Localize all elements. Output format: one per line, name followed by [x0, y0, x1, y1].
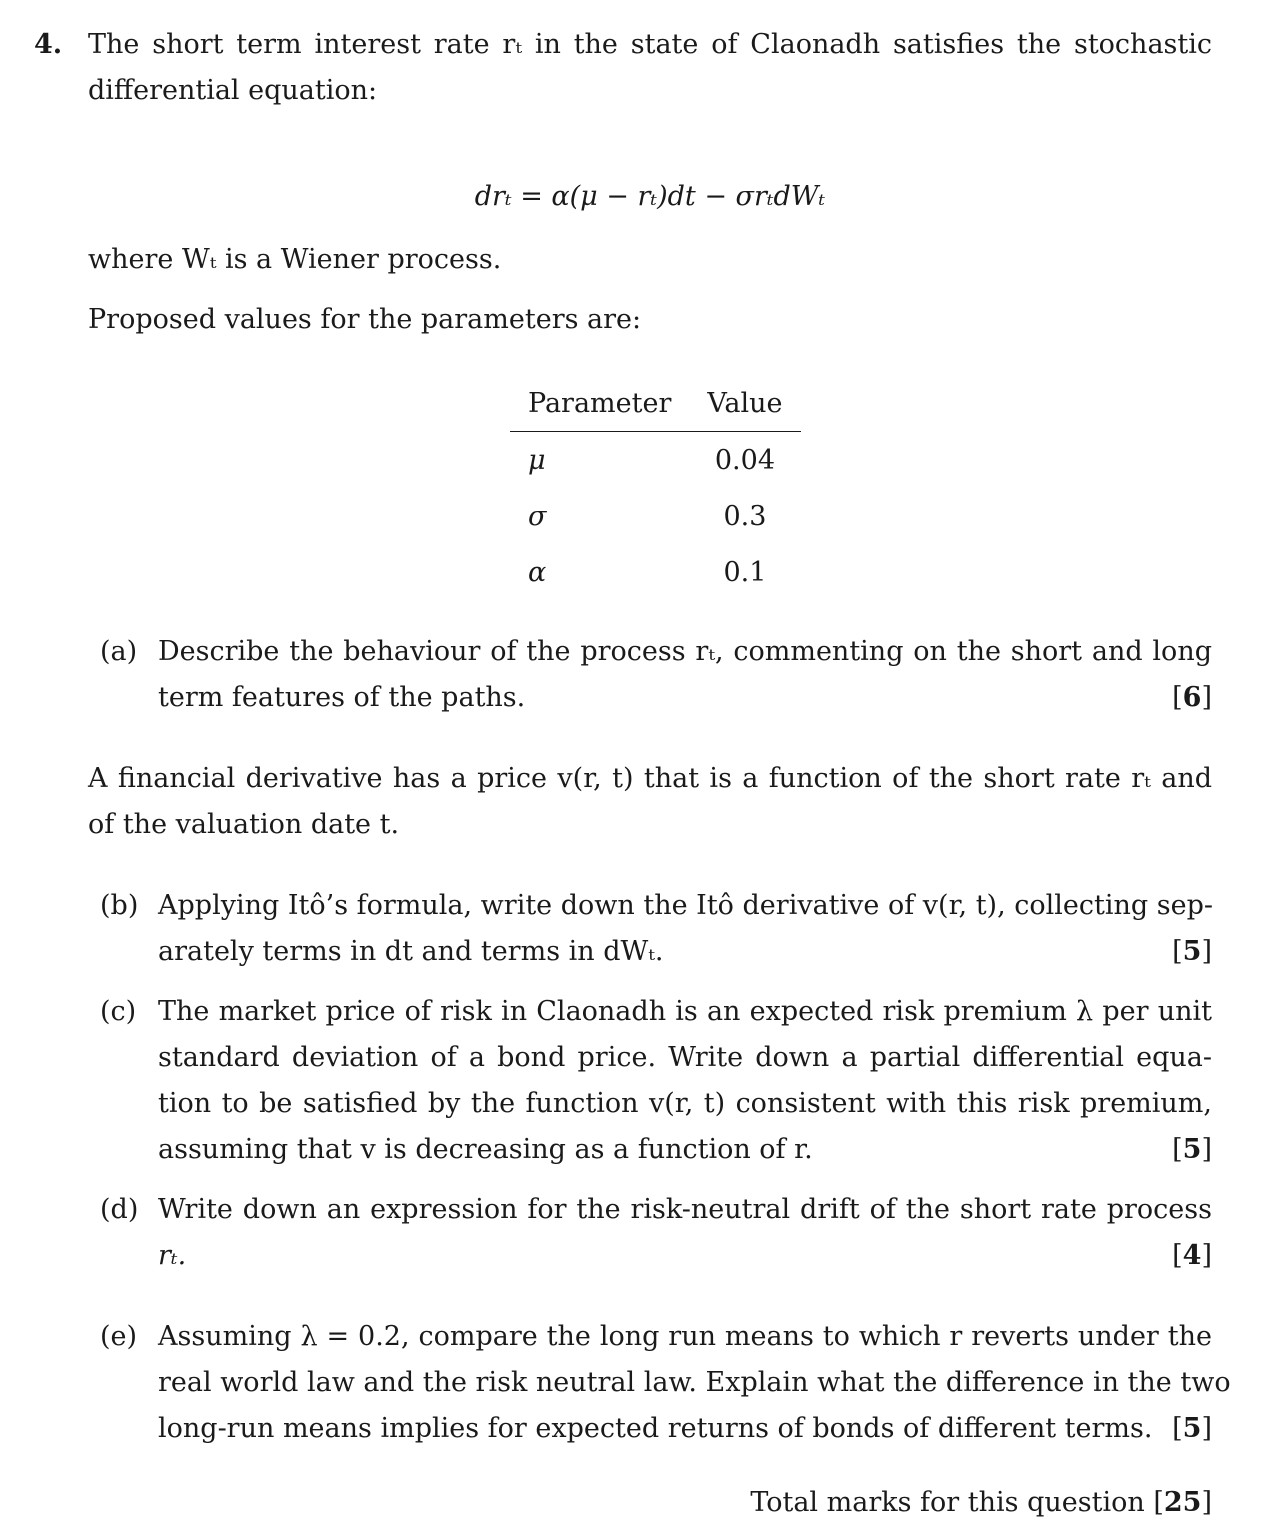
part-a-line2: term features of the paths. [158, 682, 526, 713]
proposed-values-text: Proposed values for the parameters are: [88, 304, 642, 335]
part-d-label: (d) [100, 1194, 139, 1225]
derivative-para-line2: of the valuation date t. [88, 809, 400, 840]
part-b-line1: Applying Itô’s formula, write down the Itô derivative of v(r, t), collecting sep- [158, 890, 1213, 921]
part-e-line2: real world law and the risk neutral law. Explain what the difference in the two [158, 1367, 1231, 1398]
parameter-table [510, 382, 801, 600]
part-d-line2: rₜ. [158, 1240, 187, 1271]
part-e-text [158, 1314, 1231, 1452]
table-row [510, 544, 801, 600]
question-intro-line1: The short term interest rate rₜ in the state of Claonadh satisfies the stochastic [88, 29, 1212, 60]
question-number: 4. [34, 29, 63, 60]
derivative-para-line1: A financial derivative has a price v(r, t) that is a function of the short rate rₜ and [88, 763, 1212, 794]
part-c-line2: standard deviation of a bond price. Write down a partial differential equa- [158, 1042, 1212, 1073]
part-b-label: (b) [100, 890, 139, 921]
part-d-line1: Write down an expression for the risk-neutral drift of the short rate process [158, 1194, 1212, 1225]
where-text: where Wₜ is a Wiener process. [88, 244, 502, 275]
total-marks-value: 25 [1163, 1487, 1202, 1518]
part-c-label: (c) [100, 996, 137, 1027]
part-c-line4: assuming that v is decreasing as a function of r. [158, 1134, 813, 1165]
part-c-marks-value: 5 [1182, 1134, 1202, 1165]
part-a-marks-value: 6 [1182, 682, 1202, 713]
part-c-line3: tion to be satisfied by the function v(r, t) consistent with this risk premium, [158, 1088, 1212, 1119]
param-value-mu: 0.04 [714, 444, 775, 476]
sde-equation: drₜ = α(μ − rₜ)dt − σrₜdWₜ [474, 181, 826, 212]
total-marks-label: Total marks for this question [750, 1487, 1145, 1518]
part-c-line1: The market price of risk in Claonadh is an expected risk premium λ per unit [158, 996, 1212, 1027]
total-marks: Total marks for this question [25] [750, 1487, 1212, 1518]
param-value-sigma: 0.3 [723, 500, 767, 532]
part-e-line3: long-run means implies for expected returns of bonds of different terms. [158, 1413, 1153, 1444]
param-symbol-sigma: σ [528, 500, 547, 532]
param-symbol-mu: μ [528, 444, 546, 476]
param-symbol-alpha: α [528, 556, 547, 588]
param-value-alpha: 0.1 [723, 556, 767, 588]
part-b-text [158, 883, 1212, 975]
table-header-parameter: Parameter [510, 382, 689, 432]
part-b-marks-value: 5 [1182, 936, 1202, 967]
part-a-marks: [6] [1172, 682, 1212, 713]
part-e-marks-value: 5 [1182, 1413, 1202, 1444]
part-b-line2: arately terms in dt and terms in dWₜ. [158, 936, 664, 967]
part-c-marks: [5] [1172, 1134, 1212, 1165]
table-row [510, 432, 801, 489]
part-b-marks: [5] [1172, 936, 1212, 967]
question-intro-line2: differential equation: [88, 75, 378, 106]
part-d-marks-value: 4 [1182, 1240, 1202, 1271]
table-header-row [510, 382, 801, 432]
part-e-label: (e) [100, 1321, 138, 1352]
part-c-text [158, 989, 1212, 1173]
part-a-text [158, 629, 1212, 721]
table-row [510, 488, 801, 544]
part-e-marks: [5] [1172, 1413, 1212, 1444]
part-a-line1: Describe the behaviour of the process rₜ, commenting on the short and long [158, 636, 1212, 667]
part-d-text [158, 1187, 1212, 1279]
table-header-value: Value [689, 382, 800, 432]
part-e-line1: Assuming λ = 0.2, compare the long run means to which r reverts under the [158, 1321, 1212, 1352]
part-a-label: (a) [100, 636, 138, 667]
part-d-marks: [4] [1172, 1240, 1212, 1271]
